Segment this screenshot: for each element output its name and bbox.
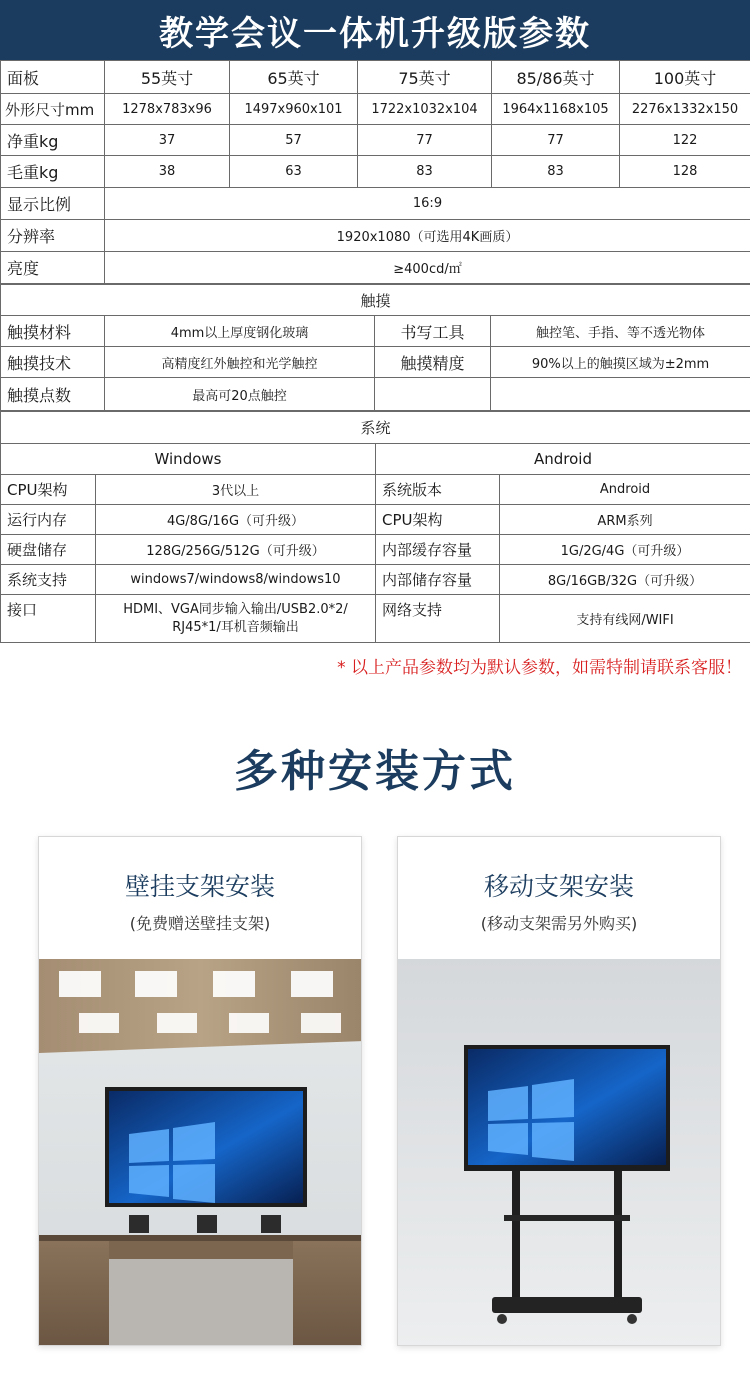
mobile-stand-photo [398, 959, 721, 1346]
table-cell: 8G/16GB/32G（可升级） [500, 565, 750, 595]
table-cell: 支持有线网/WIFI [500, 595, 750, 643]
table-cell: ≥400cd/㎡ [105, 252, 750, 284]
touch-table [0, 284, 750, 411]
table-cell: 4G/8G/16G（可升级） [96, 505, 376, 535]
table-cell: 37 [105, 125, 230, 156]
card-subtitle: (免费赠送壁挂支架) [129, 914, 271, 933]
install-section-title: 多种安装方式 [234, 746, 516, 797]
table-cell: 1278x783x96 [105, 94, 230, 125]
table-cell: 63 [230, 156, 358, 188]
port-line-2: RJ45*1/耳机音频输出 [172, 619, 299, 635]
table-cell: 83 [492, 156, 620, 188]
row-label: 触摸精度 [375, 347, 491, 378]
table-cell: 128G/256G/512G（可升级） [96, 535, 376, 565]
table-cell: 最高可20点触控 [105, 378, 375, 411]
panel-label: 面板 [1, 61, 105, 94]
row-label: 分辨率 [1, 220, 105, 252]
page-title: 教学会议一体机升级版参数 [0, 0, 750, 60]
table-cell: ARM系列 [500, 505, 750, 535]
table-cell: 77 [492, 125, 620, 156]
port-line-1: HDMI、VGA同步输入输出/USB2.0*2/ [123, 601, 348, 617]
row-label: 亮度 [1, 252, 105, 284]
table-cell: 1497x960x101 [230, 94, 358, 125]
table-cell: 2276x1332x150 [620, 94, 750, 125]
row-label: 系统版本 [376, 475, 500, 505]
row-label: 接口 [1, 595, 96, 643]
table-cell: Android [500, 475, 750, 505]
mobile-stand-card [397, 836, 721, 1346]
row-label: 毛重kg [1, 156, 105, 188]
table-cell: 触控笔、手指、等不透光物体 [491, 316, 750, 347]
size-header: 65英寸 [230, 61, 358, 94]
section-title-touch: 触摸 [1, 285, 750, 316]
footnote: * 以上产品参数均为默认参数，如需特制请联系客服！ [337, 658, 742, 678]
row-label: 外形尺寸mm [1, 94, 105, 125]
size-header: 55英寸 [105, 61, 230, 94]
table-cell: 1964x1168x105 [492, 94, 620, 125]
size-table [0, 60, 750, 284]
table-cell: 1722x1032x104 [358, 94, 492, 125]
row-label: CPU架构 [376, 505, 500, 535]
section-title-system: 系统 [1, 412, 750, 444]
row-label: 触摸点数 [1, 378, 105, 411]
table-cell: 4mm以上厚度钢化玻璃 [105, 316, 375, 347]
table-cell: 38 [105, 156, 230, 188]
row-label: 净重kg [1, 125, 105, 156]
table-cell: 高精度红外触控和光学触控 [105, 347, 375, 378]
table-cell [375, 378, 491, 411]
meeting-room-photo [39, 959, 362, 1346]
row-label: 内部缓存容量 [376, 535, 500, 565]
table-cell [491, 378, 750, 411]
row-label: 触摸技术 [1, 347, 105, 378]
table-cell [96, 595, 376, 643]
table-cell: 128 [620, 156, 750, 188]
table-cell: 77 [358, 125, 492, 156]
row-label: 书写工具 [375, 316, 491, 347]
row-label: 显示比例 [1, 188, 105, 220]
table-cell: 16:9 [105, 188, 750, 220]
table-cell: 3代以上 [96, 475, 376, 505]
row-label: 运行内存 [1, 505, 96, 535]
table-cell: 1G/2G/4G（可升级） [500, 535, 750, 565]
size-header: 85/86英寸 [492, 61, 620, 94]
table-cell: 83 [358, 156, 492, 188]
card-title: 移动支架安装 [483, 872, 634, 901]
table-cell: 90%以上的触摸区域为±2mm [491, 347, 750, 378]
table-cell: windows7/windows8/windows10 [96, 565, 376, 595]
system-table [0, 411, 750, 643]
row-label: 系统支持 [1, 565, 96, 595]
card-title: 壁挂支架安装 [124, 872, 275, 901]
wall-mount-card [38, 836, 362, 1346]
size-header: 75英寸 [358, 61, 492, 94]
table-cell: 1920x1080（可选用4K画质） [105, 220, 750, 252]
row-label: 硬盘储存 [1, 535, 96, 565]
row-label: 触摸材料 [1, 316, 105, 347]
windows-header: Windows [1, 444, 376, 475]
card-subtitle: (移动支架需另外购买) [480, 914, 638, 933]
spec-table [0, 60, 750, 643]
android-header: Android [376, 444, 750, 475]
row-label: 内部储存容量 [376, 565, 500, 595]
table-cell: 57 [230, 125, 358, 156]
size-header: 100英寸 [620, 61, 750, 94]
table-cell: 122 [620, 125, 750, 156]
row-label: 网络支持 [376, 595, 500, 643]
row-label: CPU架构 [1, 475, 96, 505]
